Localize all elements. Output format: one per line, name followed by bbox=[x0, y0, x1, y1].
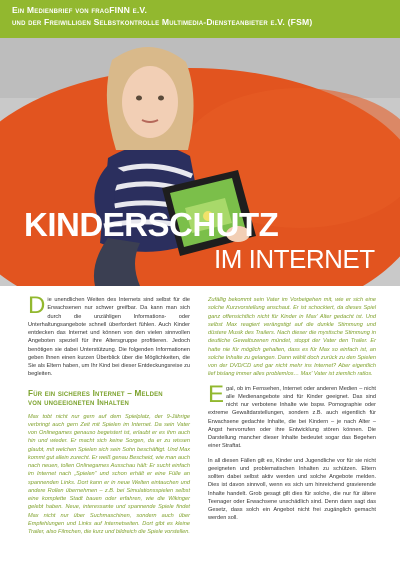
body-paragraph-1 bbox=[208, 380, 376, 451]
header-line-2: und der Freiwilligen Selbstkontrolle Multimedia-Diensteanbieter e.V. (FSM) bbox=[12, 17, 313, 27]
left-column bbox=[28, 292, 190, 536]
story-paragraph-left: Max tobt nicht nur gern auf dem Spielplatz, der 9-Jährige verbringt auch gern Zeit mit Spielen im Internet. Da sein Vater von Onlinegames genauso begeistert ist, erlaubt er es ihm auch hin und wieder. Er macht sich keine Sorgen, da er zu wissen glaubt, mit welchen Spielen sich sein Sohn beschäftigt. Und Max kommt gut allein zurecht. Er weiß genau Bescheid, wie man auch nach neuen, tollen Onlinegames Ausschau hält: Er sucht einfach im Internet nach „Spielen“ und schon erhält er eine Fülle an spannenden Links. Dort kann er in neue Welten eintauchen und andere Rollen übernehmen – z.B. bei Simulationsspielen selbst eine komplette Stadt bauen oder erfahren, wie die Wikinger gelebt haben. Neue, interessante und spannende Spiele findet Max nicht nur über Suchmaschinen, sondern auch über Empfehlungen und Links auf Internetseiten. Dort gibt es kleine Trailer, also Filmchen, die kurz und bildreich die Spiele vorstellen. bbox=[28, 413, 190, 535]
intro-paragraph bbox=[28, 292, 190, 379]
header-line-1: Ein Medienbrief von fragFINN e.V. bbox=[12, 5, 148, 15]
right-column bbox=[208, 296, 376, 523]
body-paragraph-2: In all diesen Fällen gilt es, Kinder und Jugendliche vor für sie nicht geeigneten und problematischen Inhalten zu schützen. Eltern sollten dabei selbst aktiv werden und solche Angebote melden. Dies ist davon sinnvoll, wenn es sich um hinreichend gravierende Inhalte handelt. Grob gesagt gilt dies für solche, die nur für ältere Teenager oder Erwachsene unschädlich sind. Denn dann sagt das Gesetz, dass solch ein Angebot nicht frei zugänglich gemacht werden soll. bbox=[208, 457, 376, 522]
section-heading bbox=[28, 389, 190, 408]
section-heading-line-2: von ungeeigneten Inhalten bbox=[28, 398, 130, 407]
header-bar bbox=[0, 0, 400, 38]
section-heading-line-1: Für ein sicheres Internet – Melden bbox=[28, 388, 163, 398]
intro-text: ie unendlichen Weiten des Internets sind selbst für die Erwachsenen nur schwer greifbar. Da kann man sich durch die unzähligen Informations- oder Unterhaltungsangebote schnell überfordert fühlen. Auch Kinder entdecken das Internet und können von den vielen sinnvollen Angeboten speziell für ihre Altersgruppe profitieren. Jedoch benötigen sie dabei Unterstützung. Die folgenden Informationen geben Ihnen einen kurzen Überblick über die Möglichkeiten, die Sie als Eltern haben, um Ihr Kind bei dieser Entdeckungsreise zu begleiten. bbox=[28, 297, 190, 378]
page-title: KINDERSCHUTZ bbox=[24, 206, 279, 243]
body-paragraph-1-text: gal, ob im Fernsehen, Internet oder anderen Medien – nicht alle Medienangebote sind für Kinder geeignet. Das sind nicht nur verbotene Inhalte wie bspw. Pornographie oder extreme Gewaltdarstellungen, sondern z.B. auch eigentlich für Erwachsene gedachte Inhalte, die bei Kindern – je nach Alter – Angst hervorrufen oder ihre Entwicklung stören können. Die Darstellung mancher dieser Inhalte bedeutet sogar das Begehen einer Straftat. bbox=[208, 385, 376, 450]
page-subtitle: IM INTERNET bbox=[214, 244, 375, 274]
body-text bbox=[208, 380, 376, 523]
body-dropcap: E bbox=[208, 380, 225, 408]
intro-dropcap: D bbox=[28, 292, 46, 319]
story-paragraph-right: Zufällig bekommt sein Vater im Vorbeigehen mit, wie er sich eine solche Kurzvorstellung anschaut. Er ist schockiert, da dieses Spiel ganz offensichtlich nicht für Kinder in Max' Alter gedacht ist. Und selbst Max reagiert verängstigt auf die dunkle Stimmung und düstere Musik des Trailers. Nach dieser die mystische Stimmung in deutliche Gewaltszenen mündet, stoppt der Vater den Trailer. Er hatte nie für möglich gehalten, dass es für Max so einfach ist, an solche Inhalte zu gelangen. Dann wählt doch zurück zu den Spielen von der DVD/CD und gar nicht mehr ins Internet? Aber eigentlich lief bislang immer alles problemlos… Max' Vater ist ziemlich ratlos. bbox=[208, 297, 376, 378]
